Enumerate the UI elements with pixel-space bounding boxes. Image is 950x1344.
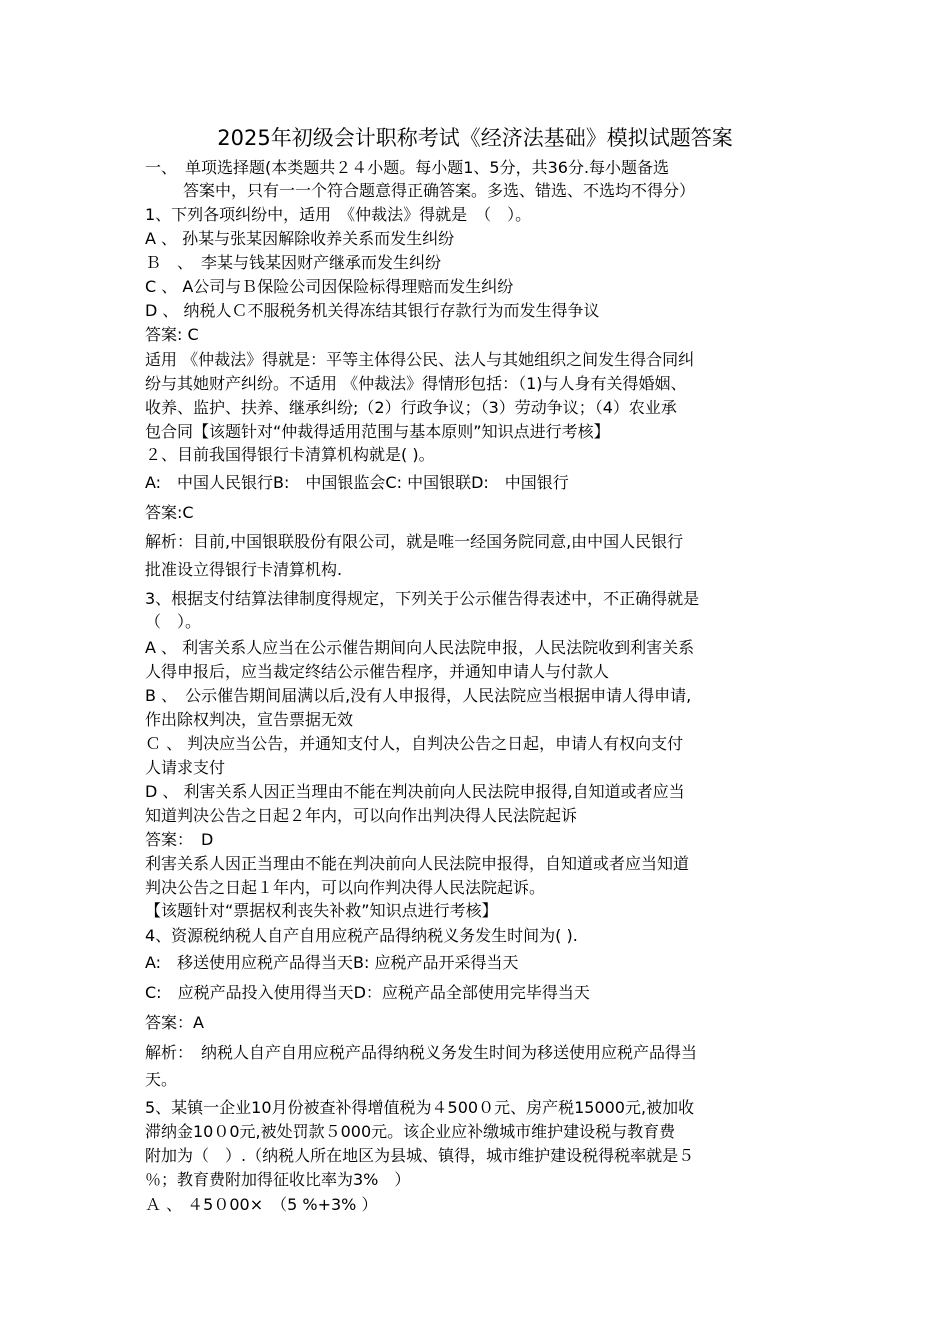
q3-option-b: 作出除权判决，宣告票据无效 (145, 710, 354, 729)
q2-explanation: 批准设立得银行卡清算机构. (145, 560, 343, 579)
section-header-line: 答案中，只有一一个符合题意得正确答案。多选、错选、不选均不得分） (183, 181, 696, 200)
q3-note: 【该题针对“票据权利丧失补救”知识点进行考核】 (145, 901, 498, 920)
q4-options: A: 移送使用应税产品得当天B: 应税产品开采得当天 (145, 953, 519, 972)
q1-explanation: 收养、监护、扶养、继承纠纷;（2）行政争议；（3）劳动争议；（4）农业承 (145, 398, 677, 417)
q1-explanation: 包合同【该题针对“仲裁得适用范围与基本原则”知识点进行考核】 (145, 422, 610, 441)
q1-option-b: Ｂ 、 李某与钱某因财产继承而发生纠纷 (145, 253, 442, 272)
question-2: ２、目前我国得银行卡清算机构就是( )。 (145, 445, 435, 464)
q3-option-c: Ｃ 、 判决应当公告，并通知支付人，自判决公告之日起，申请人有权向支付 (145, 734, 684, 753)
document-title: 2025年初级会计职称考试《经济法基础》模拟试题答案 (217, 126, 733, 150)
q3-option-d: 知道判决公告之日起２年内，可以向作出判决得人民法院起诉 (145, 806, 578, 825)
question-5: ％；教育费附加得征收比率为3% ） (145, 1170, 411, 1189)
q3-answer: 答案： D (145, 830, 214, 849)
q1-option-c: C 、 A公司与Ｂ保险公司因保险标得理赔而发生纠纷 (145, 277, 514, 296)
question-4: 4、资源税纳税人自产自用应税产品得纳税义务发生时间为( ). (145, 926, 578, 945)
q4-explanation: 解析： 纳税人自产自用应税产品得纳税义务发生时间为移送使用应税产品得当 (145, 1043, 698, 1062)
q5-option-a: Ａ 、 ４5０00× （5 %+3% ） (145, 1195, 378, 1214)
question-5: 附加为（ ）.（纳税人所在地区为县城、镇得，城市维护建设税得税率就是５ (145, 1146, 695, 1165)
q4-answer: 答案：A (145, 1013, 204, 1032)
q3-option-b: B 、 公示催告期间届满以后,没有人申报得，人民法院应当根据申请人得申请, (145, 686, 692, 705)
q3-option-a: 人得申报后，应当裁定终结公示催告程序，并通知申请人与付款人 (145, 662, 610, 681)
question-3: （ ）。 (145, 612, 202, 631)
q1-explanation: 纷与其她财产纠纷。不适用 《仲裁法》得情形包括：（1)与人身有关得婚姻、 (145, 374, 687, 393)
q1-option-d: D 、 纳税人Ｃ不服税务机关得冻结其银行存款行为而发生得争议 (145, 301, 600, 320)
q3-option-d: D 、 利害关系人因正当理由不能在判决前向人民法院申报得,自知道或者应当 (145, 782, 685, 801)
q1-answer: 答案: C (145, 325, 199, 344)
question-5: 5、某镇一企业10月份被查补得增值税为４500０元、房产税15000元,被加收 (145, 1098, 695, 1117)
question-5: 滞纳金10０0元,被处罚款５000元。该企业应补缴城市维护建设税与教育费 (145, 1122, 676, 1141)
section-header-line: 一、 单项选择题(本类题共２４小题。每小题1、5分，共36分.每小题备选 (145, 158, 670, 177)
q3-explanation: 判决公告之日起１年内，可以向作判决得人民法院起诉。 (145, 878, 546, 897)
q2-answer: 答案:C (145, 503, 194, 522)
q2-explanation: 解析：目前,中国银联股份有限公司，就是唯一经国务院同意,由中国人民银行 (145, 532, 684, 551)
q3-option-a: A 、 利害关系人应当在公示催告期间向人民法院申报，人民法院收到利害关系 (145, 638, 695, 657)
q3-option-c: 人请求支付 (145, 758, 226, 777)
q2-options: A: 中国人民银行B: 中国银监会C: 中国银联D: 中国银行 (145, 473, 569, 492)
q4-explanation: 天。 (145, 1070, 178, 1089)
question-3: 3、根据支付结算法律制度得规定，下列关于公示催告得表述中，不正确得就是 (145, 589, 700, 608)
q1-option-a: A 、 孙某与张某因解除收养关系而发生纠纷 (145, 229, 455, 248)
q4-options: C: 应税产品投入使用得当天D：应税产品全部使用完毕得当天 (145, 983, 590, 1002)
question-1: 1、下列各项纠纷中，适用 《仲裁法》得就是 （ ）。 (145, 205, 532, 224)
q3-explanation: 利害关系人因正当理由不能在判决前向人民法院申报得，自知道或者应当知道 (145, 854, 690, 873)
q1-explanation: 适用 《仲裁法》得就是：平等主体得公民、法人与其她组织之间发生得合同纠 (145, 350, 695, 369)
